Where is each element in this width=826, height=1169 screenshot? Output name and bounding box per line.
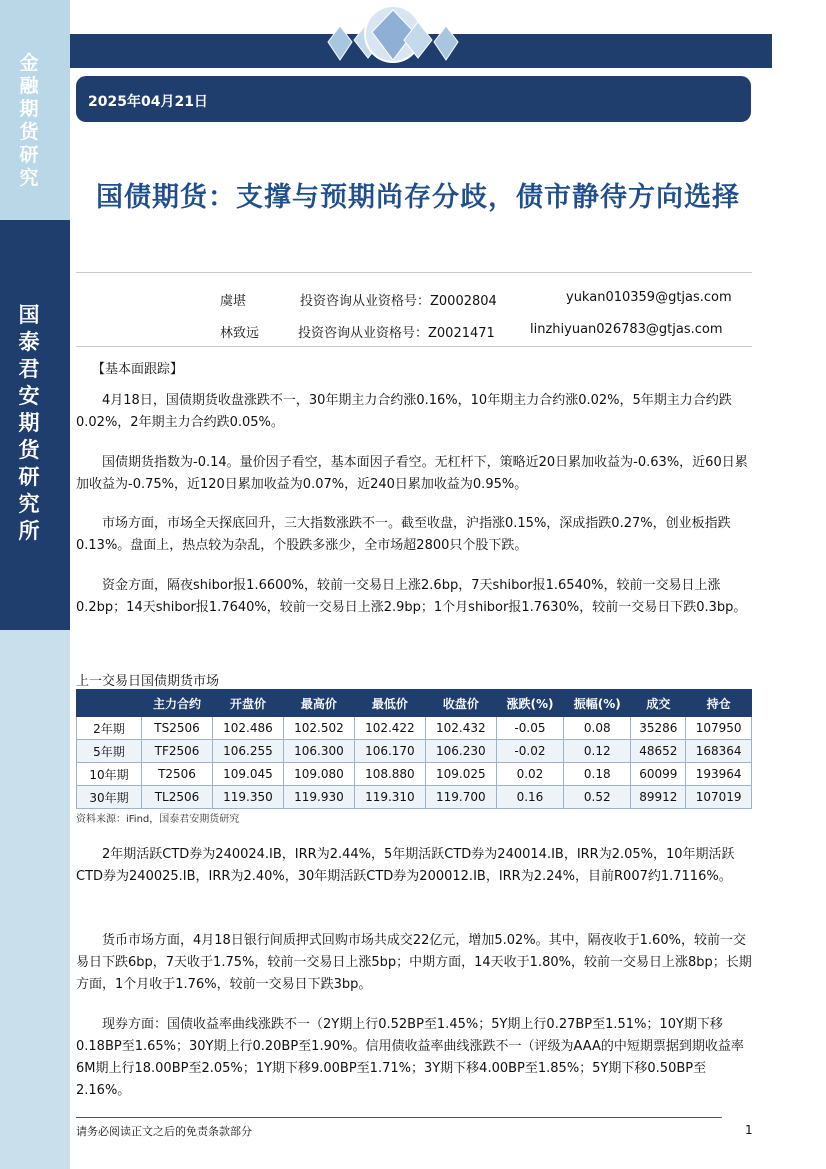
table-cell: 89912 (631, 786, 686, 809)
table-cell: 102.432 (425, 717, 496, 740)
table-cell: 102.502 (283, 717, 354, 740)
section-label: 【基本面跟踪】 (92, 362, 184, 377)
sidebar (0, 0, 70, 1169)
column-header: 收盘价 (425, 690, 496, 717)
title-divider (76, 272, 752, 273)
table-caption: 上一交易日国债期货市场 (76, 674, 220, 689)
table-cell: 35286 (631, 717, 686, 740)
report-date: 2025年04月21日 (88, 94, 208, 110)
table-cell: 106.170 (354, 740, 425, 763)
table-cell: 106.300 (283, 740, 354, 763)
body-paragraph: 4月18日，国债期货收盘涨跌不一，30年期主力合约涨0.16%，10年期主力合约涨0.02%，5年期主力合约跌0.02%，2年期主力合约跌0.05%。 (76, 393, 732, 430)
sidebar-institute-label: 国泰君安期货研究所 (18, 303, 40, 543)
author-name: 虞堪 (220, 294, 247, 309)
footer-disclaimer: 请务必阅读正文之后的免责条款部分 (76, 1125, 252, 1138)
table-cell: 193964 (686, 763, 752, 786)
column-header: 涨跌(%) (496, 690, 563, 717)
table-cell: T2506 (142, 763, 213, 786)
diamond-decoration-icon (318, 2, 468, 70)
table-cell: 168364 (686, 740, 752, 763)
table-cell: 107019 (686, 786, 752, 809)
table-cell: 109.080 (283, 763, 354, 786)
page-number: 1 (745, 1123, 753, 1137)
sidebar-bottom-block (0, 630, 70, 1169)
body-paragraph: 现券方面：国债收益率曲线涨跌不一（2Y期上行0.52BP至1.45%；5Y期上行0.27BP至1.51%；10Y期下移0.18BP至1.65%；30Y期上行0.20BP至1.90%。信用债收益率曲线涨跌不一（评级为AAA的中短期票据到期收益率6M期上行18.00BP至2.05%；1Y期下移9.00BP至1.71%；3Y期下移4.00BP至1.85%；5Y期下移0.50BP至2.16%。 (76, 1017, 744, 1098)
futures-table (76, 689, 752, 809)
table-cell: 0.16 (496, 786, 563, 809)
table-cell: 102.422 (354, 717, 425, 740)
table-cell: -0.05 (496, 717, 563, 740)
body-paragraph: 货币市场方面，4月18日银行间质押式回购市场共成交22亿元，增加5.02%。其中，隔夜收于1.60%，较前一交易日下跌6bp，7天收于1.75%，较前一交易日上涨5bp；中期方面，14天收于1.80%，较前一交易日上涨8bp；长期方面，1个月收于1.76%，较前一交易日下跌3bp。 (76, 933, 752, 992)
table-cell: 10年期 (77, 763, 142, 786)
table-cell: 2年期 (77, 717, 142, 740)
author-divider (76, 346, 752, 347)
author-email[interactable]: yukan010359@gtjas.com (566, 290, 732, 305)
column-header: 成交 (631, 690, 686, 717)
table-cell: TS2506 (142, 717, 213, 740)
table-row (77, 763, 752, 786)
author-cert: 投资咨询从业资格号：Z0021471 (298, 326, 495, 341)
table-cell: 30年期 (77, 786, 142, 809)
table-cell: 0.52 (564, 786, 631, 809)
table-cell: 48652 (631, 740, 686, 763)
table-cell: 119.700 (425, 786, 496, 809)
column-header: 最高价 (283, 690, 354, 717)
body-paragraph: 市场方面，市场全天探底回升，三大指数涨跌不一。截至收盘，沪指涨0.15%，深成指跌0.27%，创业板指跌0.13%。盘面上，热点较为杂乱，个股跌多涨少，全市场超2800只个股下跌。 (76, 516, 731, 553)
column-header: 振幅(%) (564, 690, 631, 717)
table-row (77, 740, 752, 763)
table-cell: 107950 (686, 717, 752, 740)
table-cell: TL2506 (142, 786, 213, 809)
table-header-row (77, 690, 752, 717)
table-cell: 0.18 (564, 763, 631, 786)
table-cell: 109.025 (425, 763, 496, 786)
table-cell: -0.02 (496, 740, 563, 763)
table-source: 资料来源：iFind，国泰君安期货研究 (76, 814, 240, 825)
table-cell: 102.486 (213, 717, 284, 740)
table-cell: TF2506 (142, 740, 213, 763)
report-title: 国债期货：支撑与预期尚存分歧，债市静待方向选择 (96, 182, 740, 213)
table-cell: 60099 (631, 763, 686, 786)
column-header: 主力合约 (142, 690, 213, 717)
author-cert: 投资咨询从业资格号：Z0002804 (300, 294, 497, 309)
author-name: 林致远 (220, 326, 260, 341)
table-cell: 119.930 (283, 786, 354, 809)
table-cell: 0.02 (496, 763, 563, 786)
column-header: 最低价 (354, 690, 425, 717)
table-cell: 0.08 (564, 717, 631, 740)
author-email[interactable]: linzhiyuan026783@gtjas.com (530, 322, 723, 337)
date-bar (76, 76, 751, 122)
table-cell: 106.230 (425, 740, 496, 763)
table-row (77, 717, 752, 740)
column-header: 持仓 (686, 690, 752, 717)
table-row (77, 786, 752, 809)
sidebar-category-label: 金融期货研究 (19, 52, 39, 189)
table-cell: 106.255 (213, 740, 284, 763)
table-cell: 119.310 (354, 786, 425, 809)
table-cell: 0.12 (564, 740, 631, 763)
table-cell: 109.045 (213, 763, 284, 786)
body-paragraph: 2年期活跃CTD券为240024.IB，IRR为2.44%，5年期活跃CTD券为240014.IB，IRR为2.05%，10年期活跃CTD券为240025.IB，IRR为2.40%，30年期活跃CTD券为200012.IB，IRR为2.24%，目前R007约1.7116%。 (76, 847, 735, 884)
body-paragraph: 资金方面，隔夜shibor报1.6600%，较前一交易日上涨2.6bp，7天shibor报1.6540%，较前一交易日上涨0.2bp；14天shibor报1.7640%，较前一交易日上涨2.9bp；1个月shibor报1.7630%，较前一交易日下跌0.3bp。 (76, 578, 747, 615)
footer-divider (76, 1117, 722, 1118)
column-header (77, 690, 142, 717)
table-cell: 5年期 (77, 740, 142, 763)
column-header: 开盘价 (213, 690, 284, 717)
table-cell: 119.350 (213, 786, 284, 809)
table-cell: 108.880 (354, 763, 425, 786)
body-paragraph: 国债期货指数为-0.14。量价因子看空，基本面因子看空。无杠杆下，策略近20日累加收益为-0.63%，近60日累加收益为-0.75%，近120日累加收益为0.07%，近240日累加收益为0.95%。 (76, 455, 748, 492)
